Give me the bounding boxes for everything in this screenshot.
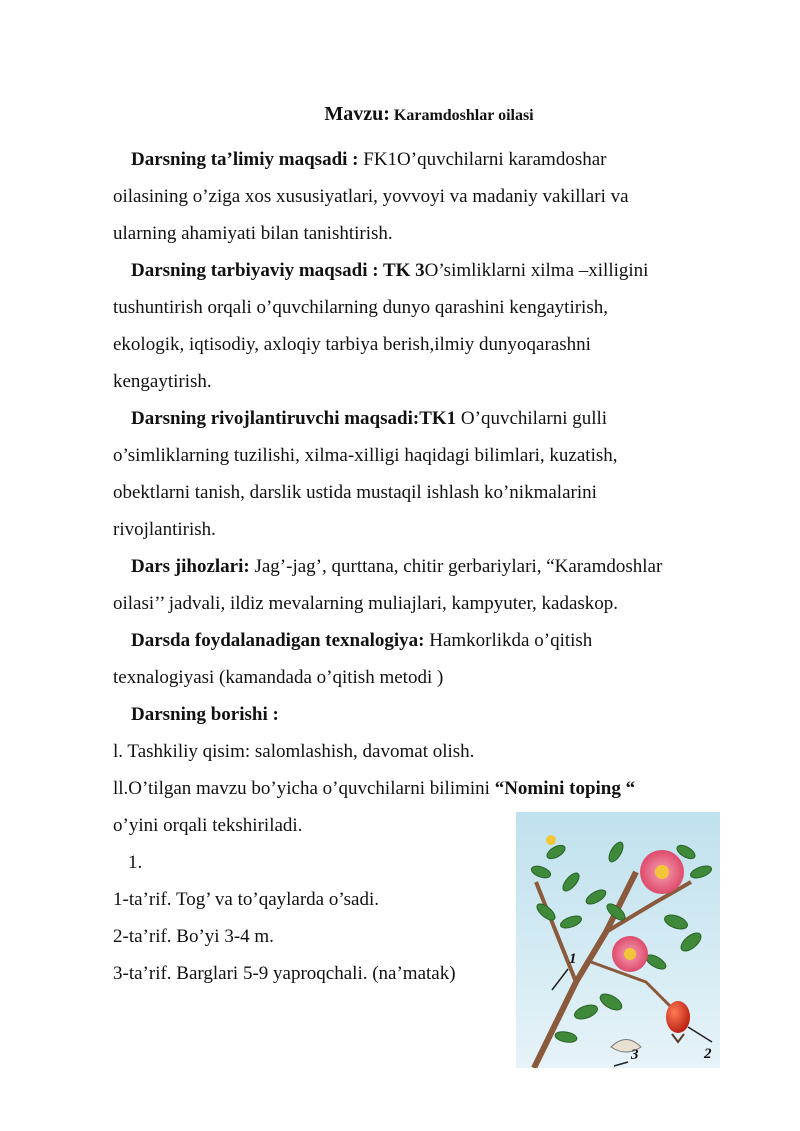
step-2-text: ll.O’tilgan mavzu bo’yicha o’quvchilarni bilimini	[113, 778, 495, 799]
small-bud	[546, 835, 556, 845]
step-2-line-2: o’yini orqali tekshiriladi.	[113, 815, 303, 836]
step-1: l. Tashkiliy qisim: salomlashish, davomat olish.	[113, 741, 475, 762]
step-2	[113, 777, 635, 801]
texnologiya-label: Darsda foydalanadigan texnalogiya:	[131, 630, 425, 651]
texnologiya-line-2: texnalogiyasi (kamandada o’qitish metodi )	[113, 667, 444, 688]
jihozlar-text-1: Jag’-jag’, qurttana, chitir gerbariylari, “Karamdoshlar	[249, 556, 663, 577]
talimiy-line-2: oilasining o’ziga xos xususiyatlari, yovvoyi va madaniy vakillari va	[113, 186, 629, 207]
texnologiya-line-1	[131, 629, 592, 653]
figure-label-1: 1	[569, 951, 577, 967]
rivojlantiruvchi-line-3: obektlarni tanish, darslik ustida mustaqil ishlash ko’nikmalarini	[113, 482, 597, 503]
talimiy-label: Darsning ta’limiy maqsadi :	[131, 149, 359, 170]
rosehip-illustration	[516, 812, 720, 1068]
rivojlantiruvchi-line-1	[131, 407, 607, 431]
title-topic: Karamdoshlar oilasi	[393, 107, 534, 124]
rivojlantiruvchi-label: Darsning rivojlantiruvchi maqsadi:TK1	[131, 408, 457, 429]
rivojlantiruvchi-line-4: rivojlantirish.	[113, 519, 216, 540]
tarbiyaviy-line-4: kengaytirish.	[113, 371, 212, 392]
rivojlantiruvchi-line-2: o’simliklarning tuzilishi, xilma-xilligi haqidagi bilimlari, kuzatish,	[113, 445, 618, 466]
tarif-3: 3-ta’rif. Barglari 5-9 yaproqchali. (na’matak)	[113, 963, 456, 984]
borishi-line	[131, 703, 279, 727]
talimiy-line-3: ularning ahamiyati bilan tanishtirish.	[113, 223, 393, 244]
flower-top	[640, 850, 684, 894]
jihozlar-line-1	[131, 555, 662, 579]
borishi-label: Darsning borishi :	[131, 704, 279, 725]
tarbiyaviy-text-1: O’simliklarni xilma –xilligini	[424, 260, 649, 281]
flower-middle	[612, 936, 648, 972]
page-title	[0, 103, 800, 126]
jihozlar-label: Dars jihozlari:	[131, 556, 250, 577]
figure-label-2: 2	[704, 1046, 712, 1062]
tarbiyaviy-label: Darsning tarbiyaviy maqsadi : TK 3	[131, 260, 425, 281]
item-number: 1.	[128, 852, 143, 873]
rivojlantiruvchi-text-1: O’quvchilarni gulli	[456, 408, 608, 429]
tarbiyaviy-line-3: ekologik, iqtisodiy, axloqiy tarbiya berish,ilmiy dunyoqarashni	[113, 334, 591, 355]
figure-label-3: 3	[631, 1047, 639, 1063]
tarbiyaviy-line-2: tushuntirish orqali o’quvchilarning dunyo qarashini kengaytirish,	[113, 297, 608, 318]
tarif-2: 2-ta’rif. Bo’yi 3-4 m.	[113, 926, 274, 947]
talimiy-text-1: FK1O’quvchilarni karamdoshar	[358, 149, 607, 170]
tarbiyaviy-line-1	[131, 259, 648, 283]
step-2-game-name: “Nomini toping “	[494, 778, 636, 799]
talimiy-line-1	[131, 148, 607, 172]
texnologiya-text-1: Hamkorlikda o’qitish	[424, 630, 593, 651]
rosehip-fruit	[666, 1001, 690, 1033]
title-label: Mavzu:	[324, 103, 390, 125]
tarif-1: 1-ta’rif. Tog’ va to’qaylarda o’sadi.	[113, 889, 379, 910]
rosehip-drawing	[516, 812, 720, 1068]
jihozlar-line-2: oilasi’’ jadvali, ildiz mevalarning muliajlari, kampyuter, kadaskop.	[113, 593, 619, 614]
